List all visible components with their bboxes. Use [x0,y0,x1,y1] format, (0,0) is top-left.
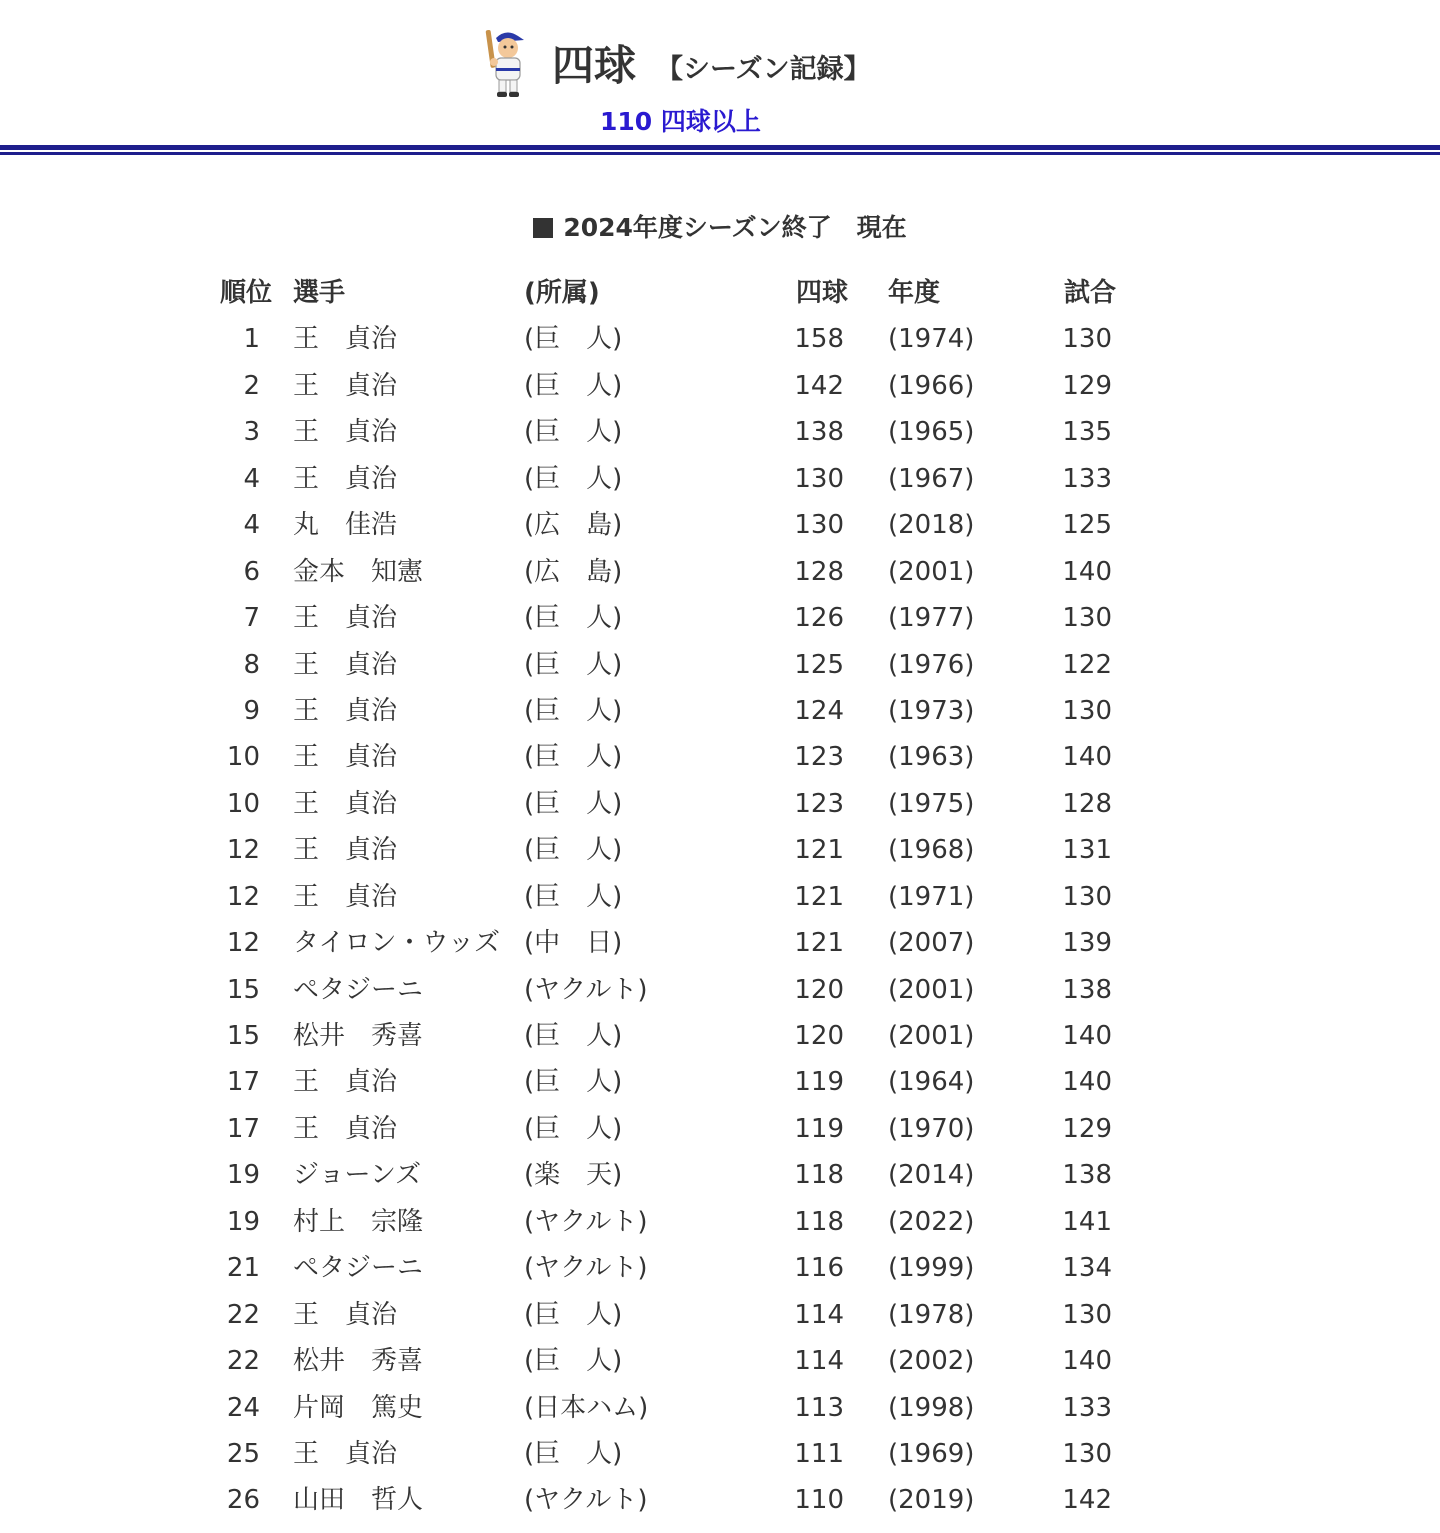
rank-cell: 6 [243,556,260,587]
walks-cell: 113 [794,1392,844,1423]
year-cell: (1965) [888,417,975,448]
criteria-label: 110 四球以上 [600,107,761,136]
table-row [0,734,1440,780]
rank-cell: 17 [226,1113,260,1144]
rank-cell: 1 [243,324,260,355]
rank-cell: 10 [226,742,260,773]
year-cell: (2022) [888,1206,975,1237]
rank-cell: 26 [226,1485,260,1516]
games-cell: 122 [1062,649,1112,680]
rank-cell: 15 [226,1021,260,1051]
square-bullet-icon [533,218,553,238]
player-cell: 王 貞治 [293,695,398,726]
player-cell: ペタジーニ [293,1253,424,1284]
year-cell: (1973) [888,695,975,726]
rank-cell: 21 [226,1253,260,1284]
table-header-row [0,270,1440,316]
team-cell: (巨 人) [524,1021,623,1051]
player-cell: 王 貞治 [293,1299,398,1330]
walks-cell: 114 [794,1346,844,1377]
team-cell: (巨 人) [524,603,623,634]
player-cell: 王 貞治 [293,417,398,448]
walks-cell: 116 [794,1253,844,1284]
player-cell: 王 貞治 [293,1438,398,1469]
column-header-team: (所属) [524,278,600,308]
walks-cell: 118 [794,1206,844,1237]
walks-cell: 123 [794,742,844,773]
rank-cell: 19 [226,1160,260,1191]
walks-cell: 110 [794,1485,844,1516]
as-of-heading [0,208,1440,248]
rank-cell: 17 [226,1067,260,1098]
games-cell: 130 [1062,695,1112,726]
player-cell: タイロン・ウッズ [293,928,500,959]
rank-cell: 12 [226,881,260,912]
walks-cell: 138 [794,417,844,448]
games-cell: 131 [1062,835,1112,866]
rank-cell: 9 [243,695,260,726]
games-cell: 125 [1062,510,1112,541]
table-row [0,1292,1440,1338]
games-cell: 130 [1062,324,1112,355]
games-cell: 141 [1062,1206,1112,1237]
year-cell: (1977) [888,603,975,634]
rank-cell: 15 [226,974,260,1005]
team-cell: (巨 人) [524,1067,623,1098]
team-cell: (楽 天) [524,1160,623,1191]
walks-cell: 118 [794,1160,844,1191]
year-cell: (2007) [888,928,975,959]
year-cell: (1974) [888,324,975,355]
column-header-rank: 順位 [220,278,273,308]
table-row [0,595,1440,641]
walks-cell: 119 [794,1067,844,1098]
team-cell: (ヤクルト) [524,974,648,1005]
rank-cell: 3 [243,417,260,448]
team-cell: (巨 人) [524,788,623,819]
player-cell: 王 貞治 [293,649,398,680]
table-body [0,316,1440,1523]
games-cell: 128 [1062,788,1112,819]
rank-cell: 2 [243,370,260,401]
year-cell: (2014) [888,1160,975,1191]
games-cell: 140 [1062,556,1112,587]
rank-cell: 4 [243,510,260,541]
team-cell: (広 島) [524,556,623,587]
header-divider-thin [0,152,1440,155]
games-cell: 133 [1062,463,1112,494]
rank-cell: 7 [243,603,260,634]
table-row [0,549,1440,595]
games-cell: 130 [1062,1438,1112,1469]
column-header-year: 年度 [888,278,941,308]
games-cell: 140 [1062,1067,1112,1098]
team-cell: (巨 人) [524,1438,623,1469]
walks-cell: 121 [794,881,844,912]
table-row [0,1152,1440,1198]
team-cell: (巨 人) [524,1299,623,1330]
team-cell: (中 日) [524,928,623,959]
games-cell: 130 [1062,881,1112,912]
games-cell: 133 [1062,1392,1112,1423]
column-header-games: 試合 [1064,278,1117,308]
walks-cell: 142 [794,370,844,401]
table-row [0,363,1440,409]
page-header [0,0,1440,160]
team-cell: (巨 人) [524,742,623,773]
team-cell: (巨 人) [524,1113,623,1144]
team-cell: (ヤクルト) [524,1485,648,1516]
rank-cell: 24 [226,1392,260,1423]
walks-cell: 125 [794,649,844,680]
rank-cell: 19 [226,1206,260,1237]
team-cell: (巨 人) [524,463,623,494]
player-cell: 王 貞治 [293,881,398,912]
walks-cell: 120 [794,974,844,1005]
table-row [0,1013,1440,1059]
rank-cell: 22 [226,1346,260,1377]
team-cell: (ヤクルト) [524,1206,648,1237]
column-header-walks: 四球 [796,278,849,308]
player-cell: 王 貞治 [293,324,398,355]
table-row [0,1106,1440,1152]
table-row [0,1199,1440,1245]
player-cell: 王 貞治 [293,742,398,773]
table-row [0,409,1440,455]
table-row [0,920,1440,966]
table-row [0,1385,1440,1431]
walks-cell: 130 [794,463,844,494]
walks-cell: 128 [794,556,844,587]
player-cell: ペタジーニ [293,974,424,1005]
player-cell: 片岡 篤史 [293,1392,424,1423]
player-cell: 王 貞治 [293,463,398,494]
games-cell: 138 [1062,974,1112,1005]
player-cell: 王 貞治 [293,1113,398,1144]
year-cell: (1964) [888,1067,975,1098]
player-cell: 王 貞治 [293,1067,398,1098]
games-cell: 130 [1062,1299,1112,1330]
walks-cell: 158 [794,324,844,355]
year-cell: (1968) [888,835,975,866]
year-cell: (1966) [888,370,975,401]
table-row [0,1338,1440,1384]
year-cell: (2001) [888,1021,975,1051]
year-cell: (1971) [888,881,975,912]
table-row [0,874,1440,920]
games-cell: 142 [1062,1485,1112,1516]
walks-cell: 130 [794,510,844,541]
year-cell: (1969) [888,1438,975,1469]
year-cell: (2001) [888,974,975,1005]
player-cell: 山田 哲人 [293,1485,424,1516]
table-row [0,1431,1440,1477]
page-subtitle: 【シーズン記録】 [656,54,871,85]
team-cell: (巨 人) [524,370,623,401]
year-cell: (1999) [888,1253,975,1284]
walks-cell: 124 [794,695,844,726]
walks-cell: 121 [794,835,844,866]
rank-cell: 4 [243,463,260,494]
player-cell: 松井 秀喜 [293,1021,424,1051]
as-of-text: 2024年度シーズン終了 現在 [563,213,907,242]
column-header-player: 選手 [293,278,346,308]
games-cell: 140 [1062,1021,1112,1051]
games-cell: 129 [1062,370,1112,401]
table-row [0,688,1440,734]
games-cell: 134 [1062,1253,1112,1284]
player-cell: 王 貞治 [293,603,398,634]
records-table [0,270,1440,1524]
table-row [0,1245,1440,1291]
rank-cell: 25 [226,1438,260,1469]
team-cell: (巨 人) [524,835,623,866]
team-cell: (巨 人) [524,695,623,726]
walks-cell: 111 [794,1438,844,1469]
team-cell: (巨 人) [524,881,623,912]
walks-cell: 120 [794,1021,844,1051]
games-cell: 129 [1062,1113,1112,1144]
rank-cell: 8 [243,649,260,680]
walks-cell: 121 [794,928,844,959]
team-cell: (巨 人) [524,324,623,355]
table-row [0,642,1440,688]
walks-cell: 114 [794,1299,844,1330]
year-cell: (1970) [888,1113,975,1144]
team-cell: (巨 人) [524,417,623,448]
table-row [0,967,1440,1013]
player-cell: 松井 秀喜 [293,1346,424,1377]
table-row [0,1059,1440,1105]
table-row [0,827,1440,873]
team-cell: (広 島) [524,510,623,541]
year-cell: (2002) [888,1346,975,1377]
year-cell: (1963) [888,742,975,773]
page-title: 四球 [552,41,637,90]
year-cell: (2001) [888,556,975,587]
player-cell: 王 貞治 [293,370,398,401]
games-cell: 135 [1062,417,1112,448]
games-cell: 130 [1062,603,1112,634]
walks-cell: 123 [794,788,844,819]
rank-cell: 12 [226,928,260,959]
team-cell: (巨 人) [524,649,623,680]
year-cell: (1978) [888,1299,975,1330]
games-cell: 140 [1062,1346,1112,1377]
table-row [0,1477,1440,1523]
team-cell: (ヤクルト) [524,1253,648,1284]
games-cell: 140 [1062,742,1112,773]
rank-cell: 22 [226,1299,260,1330]
rank-cell: 12 [226,835,260,866]
baseball-batter-icon [478,26,530,100]
year-cell: (2019) [888,1485,975,1516]
header-divider-thick [0,145,1440,150]
table-row [0,316,1440,362]
team-cell: (巨 人) [524,1346,623,1377]
table-row [0,781,1440,827]
walks-cell: 126 [794,603,844,634]
games-cell: 138 [1062,1160,1112,1191]
player-cell: 王 貞治 [293,788,398,819]
player-cell: 村上 宗隆 [293,1206,424,1237]
year-cell: (1976) [888,649,975,680]
year-cell: (1967) [888,463,975,494]
table-row [0,456,1440,502]
year-cell: (1975) [888,788,975,819]
games-cell: 139 [1062,928,1112,959]
walks-cell: 119 [794,1113,844,1144]
player-cell: 王 貞治 [293,835,398,866]
table-row [0,502,1440,548]
player-cell: 丸 佳浩 [293,510,398,541]
rank-cell: 10 [226,788,260,819]
player-cell: 金本 知憲 [293,556,424,587]
team-cell: (日本ハム) [524,1392,649,1423]
year-cell: (1998) [888,1392,975,1423]
year-cell: (2018) [888,510,975,541]
player-cell: ジョーンズ [293,1160,422,1191]
